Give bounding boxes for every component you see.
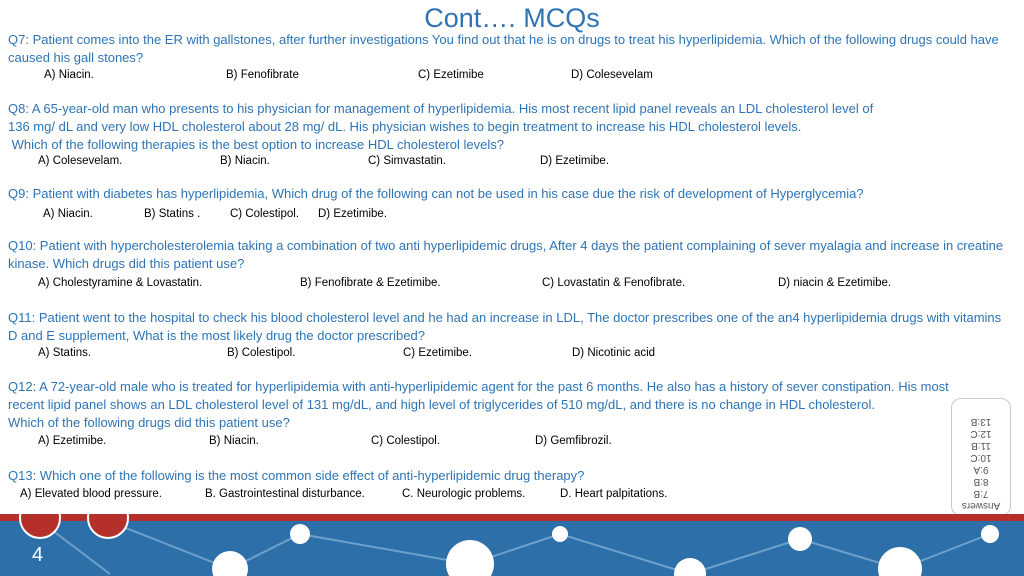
slide-number: 4 — [32, 544, 44, 566]
question-8-line-3: Which of the following therapies is the best option to increase HDL cholesterol levels? — [8, 137, 504, 152]
question-11: Q11: Patient went to the hospital to check his blood cholesterol level and he had an increase in LDL, The doctor prescribes one of the an4 hyperlipidemia drugs with vitamins D and E supplement, What is the most likely drug the doctor prescribed? — [8, 310, 1002, 343]
q12-option-c: C) Colestipol. — [371, 435, 441, 447]
answer-item: 8:B — [973, 476, 989, 487]
question-7: Q7: Patient comes into the ER with gallstones, after further investigations You find out that he is on drugs to treat his hyperlipidemia. Which of the following drugs could have caused his gall stones? — [8, 32, 999, 65]
q8-option-c: C) Simvastatin. — [368, 155, 446, 167]
q10-option-d: D) niacin & Ezetimibe. — [778, 277, 892, 289]
slide-title: Cont…. MCQs — [424, 3, 600, 33]
footer-decoration — [0, 514, 1024, 576]
q10-option-b: B) Fenofibrate & Ezetimibe. — [300, 277, 441, 289]
q11-option-d: D) Nicotinic acid — [572, 347, 656, 359]
q13-option-a: A) Elevated blood pressure. — [20, 488, 162, 500]
question-12-line-1: Q12: A 72-year-old male who is treated for hyperlipidemia with anti-hyperlipidemic agent for the past 6 months. He also has a history of sever constipation. His most — [8, 379, 949, 394]
question-10: Q10: Patient with hypercholesterolemia taking a combination of two anti hyperlipidemic drugs, After 4 days the patient complaining of sever myalagia and increase in creatine kinase. Which drugs did this patient use? — [8, 238, 1004, 271]
answer-item: 11:B — [971, 440, 991, 451]
q8-option-a: A) Colesevelam. — [38, 155, 123, 167]
answer-item: 10:C — [970, 452, 992, 463]
answer-item: 7:B — [973, 488, 989, 499]
q7-option-c: C) Ezetimibe — [418, 69, 484, 81]
q8-option-b: B) Niacin. — [220, 155, 270, 167]
q7-option-d: D) Colesevelam — [571, 69, 653, 81]
q7-option-b: B) Fenofibrate — [226, 69, 299, 81]
answer-item: 12:C — [970, 428, 992, 439]
q11-option-c: C) Ezetimibe. — [403, 347, 473, 359]
answers-box — [951, 398, 1011, 516]
footer-red-stripe — [0, 514, 1024, 521]
q10-option-c: C) Lovastatin & Fenofibrate. — [542, 277, 686, 289]
question-9: Q9: Patient with diabetes has hyperlipidemia, Which drug of the following can not be used in his case due the risk of development of Hyperglycemia? — [8, 186, 864, 201]
q11-option-a: A) Statins. — [38, 347, 92, 359]
footer-band — [0, 514, 1024, 576]
answers-heading: Answers — [961, 500, 1001, 511]
question-8-line-1: Q8: A 65-year-old man who presents to his physician for management of hyperlipidemia. His most recent lipid panel reveals an LDL cholesterol level of — [8, 101, 874, 116]
answer-item: 9:A — [973, 464, 989, 475]
question-12-line-3: Which of the following drugs did this patient use? — [8, 415, 290, 430]
question-8-line-2: 136 mg/ dL and very low HDL cholesterol about 28 mg/ dL. His physician wishes to begin treatment to increase his HDL cholesterol levels. — [8, 119, 802, 134]
q13-option-d: D. Heart palpitations. — [560, 488, 668, 500]
answer-item: 13:B — [970, 416, 992, 427]
q13-option-b: B. Gastrointestinal disturbance. — [205, 488, 365, 500]
q12-option-a: A) Ezetimibe. — [38, 435, 107, 447]
q9-option-d: D) Ezetimibe. — [318, 208, 388, 220]
q9-option-b: B) Statins . — [144, 208, 201, 220]
q9-option-c: C) Colestipol. — [230, 208, 300, 220]
q12-option-d: D) Gemfibrozil. — [535, 435, 612, 447]
question-12-line-2: recent lipid panel shows an LDL cholesterol level of 131 mg/dL, and high level of triglycerides of 510 mg/dL, and there is no change in HDL cholesterol. — [8, 397, 875, 412]
q13-option-c: C. Neurologic problems. — [402, 488, 526, 500]
q12-option-b: B) Niacin. — [209, 435, 259, 447]
q8-option-d: D) Ezetimibe. — [540, 155, 610, 167]
question-13: Q13: Which one of the following is the most common side effect of anti-hyperlipidemic drug therapy? — [8, 468, 585, 483]
q11-option-b: B) Colestipol. — [227, 347, 296, 359]
q7-option-a: A) Niacin. — [44, 69, 94, 81]
q10-option-a: A) Cholestyramine & Lovastatin. — [38, 277, 203, 289]
q9-option-a: A) Niacin. — [43, 208, 93, 220]
